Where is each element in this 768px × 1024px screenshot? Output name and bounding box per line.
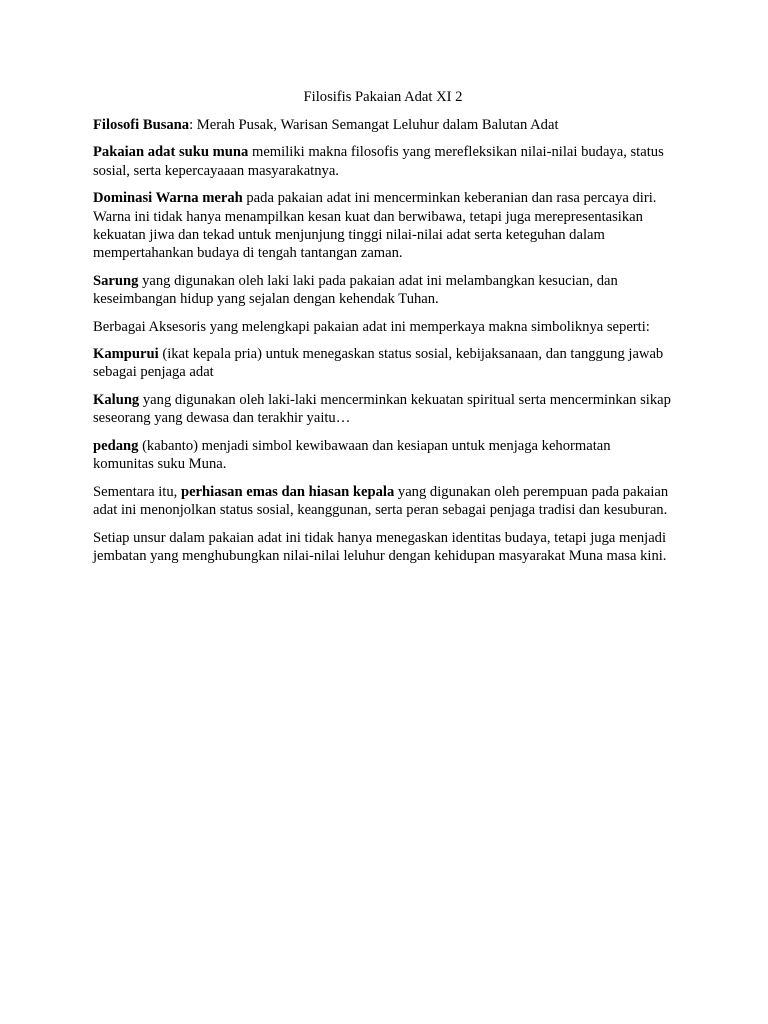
document-body <box>93 88 673 575</box>
paragraph-pakaian-adat <box>93 143 673 179</box>
bold-term: pedang <box>93 438 139 455</box>
paragraph-aksesoris <box>93 318 673 336</box>
paragraph-kesimpulan <box>93 529 673 565</box>
paragraph-text: Berbagai Aksesoris yang melengkapi pakaian adat ini memperkaya makna simboliknya seperti: <box>93 318 650 335</box>
bold-term: Filosofi Busana <box>93 116 190 133</box>
bold-term: perhiasan emas dan hiasan kepala <box>180 483 395 500</box>
bold-term: Kampurui <box>93 346 159 363</box>
bold-term: Dominasi Warna merah <box>93 190 243 207</box>
paragraph-kampurui <box>93 345 673 381</box>
paragraph-text: memiliki makna filosofis yang merefleksikan nilai-nilai budaya, status sosial, serta kepercayaaan masyarakatnya. <box>93 144 664 179</box>
paragraph-filosofi-busana <box>93 116 673 134</box>
paragraph-text: yang digunakan oleh laki-laki mencerminkan kekuatan spiritual serta mencerminkan sikap seseorang yang dewasa dan terakhir yaitu… <box>93 392 671 427</box>
paragraph-text: yang digunakan oleh laki laki pada pakaian adat ini melambangkan kesucian, dan keseimbangan hidup yang sejalan dengan kehendak Tuhan. <box>93 272 618 307</box>
paragraph-text: Sementara itu, <box>93 483 181 500</box>
paragraph-text: (ikat kepala pria) untuk menegaskan status sosial, kebijaksanaan, dan tanggung jawab sebagai penjaga adat <box>93 346 664 381</box>
paragraph-text: (kabanto) menjadi simbol kewibawaan dan kesiapan untuk menjaga kehormatan komunitas suku Muna. <box>93 438 611 473</box>
bold-term: Kalung <box>93 392 140 409</box>
paragraph-sarung <box>93 272 673 308</box>
bold-term: Sarung <box>93 272 139 289</box>
paragraph-text: Setiap unsur dalam pakaian adat ini tidak hanya menegaskan identitas budaya, tetapi juga menjadi jembatan yang menghubungkan nilai-nilai leluhur dengan kehidupan masyarakat Muna masa kini. <box>93 529 667 565</box>
document-title: Filosifis Pakaian Adat XI 2 <box>303 89 463 105</box>
paragraph-text: yang digunakan oleh perempuan pada pakaian adat ini menonjolkan status sosial, keanggunan, serta peran sebagai penjaga tradisi dan kesuburan. <box>93 483 669 519</box>
paragraph-warna-merah <box>93 189 673 262</box>
paragraph-text: : Merah Pusak, Warisan Semangat Leluhur dalam Balutan Adat <box>189 116 559 133</box>
paragraph-kalung <box>93 391 673 427</box>
paragraph-pedang <box>93 437 673 473</box>
paragraph-text: pada pakaian adat ini mencerminkan keberanian dan rasa percaya diri. Warna ini tidak hanya menampilkan kesan kuat dan berwibawa, tetapi juga merepresentasikan kekuatan jiwa dan tekad untuk menjunjung tinggi nilai-nilai adat serta keteguhan dalam mempertahankan budaya di tengah tantangan zaman. <box>93 190 657 261</box>
paragraph-perhiasan <box>93 483 673 519</box>
bold-term: Pakaian adat suku muna <box>93 144 249 161</box>
